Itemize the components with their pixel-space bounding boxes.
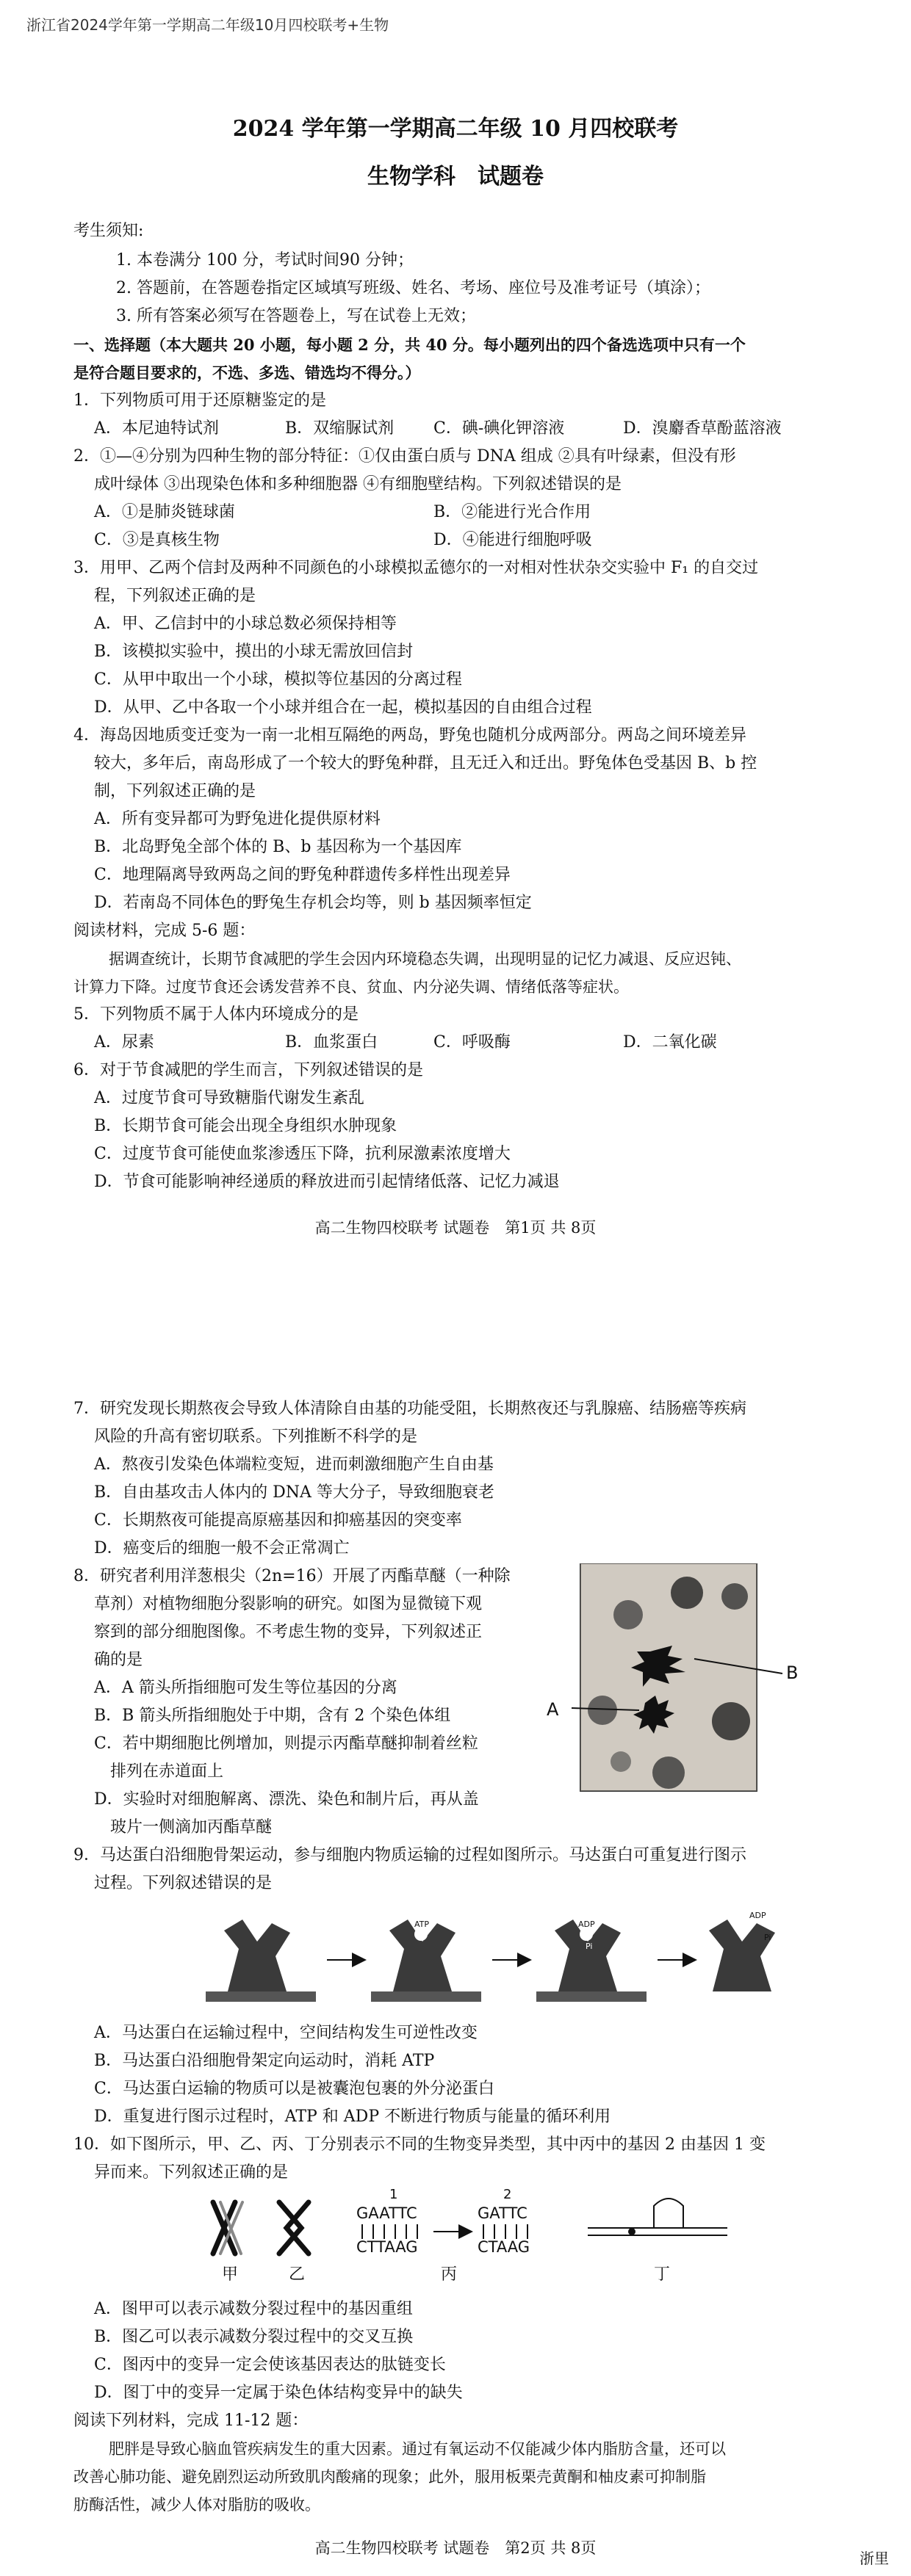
base-pair-lines (362, 2224, 417, 2239)
reading-paragraph: 据调查统计，长期节食减肥的学生会因内环境稳态失调，出现明显的记忆力减退、反应迟钝、 (109, 950, 741, 968)
q3-option-d: D．从甲、乙中各取一个小球并组合在一起，模拟基因的自由组合过程 (94, 698, 592, 717)
q2-option-b: B．②能进行光合作用 (433, 503, 591, 521)
q4-option-a: A．所有变异都可为野兔进化提供原材料 (94, 810, 381, 828)
figure-label-yi: 乙 (289, 2265, 306, 2284)
q7-stem-cont: 风险的升高有密切联系。下列推断不科学的是 (94, 1428, 418, 1446)
figure-label-jia: 甲 (222, 2265, 239, 2284)
q8-stem-cont: 草剂）对植物细胞分裂影响的研究。如图为显微镜下观 (94, 1595, 483, 1613)
q2-option-d: D．④能进行细胞呼吸 (433, 531, 592, 549)
q8-option-b: B．B 箭头所指细胞处于中期，含有 2 个染色体组 (94, 1707, 451, 1725)
q1-option-c: C．碘-碘化钾溶液 (433, 419, 565, 438)
q9-option-a: A．马达蛋白在运输过程中，空间结构发生可逆性改变 (94, 2024, 478, 2042)
q9-stem: 9．马达蛋白沿细胞骨架运动，参与细胞内物质运输的过程如图所示。马达蛋白可重复进行图示 (73, 1846, 747, 1864)
q1-option-d: D．溴麝香草酚蓝溶液 (623, 419, 782, 438)
q9-stem-cont: 过程。下列叙述错误的是 (94, 1874, 273, 1892)
q8-stem: 8．研究者利用洋葱根尖（2n=16）开展了丙酯草醚（一种除 (73, 1567, 511, 1585)
q10-option-d: D．图丁中的变异一定属于染色体结构变异中的缺失 (94, 2384, 463, 2402)
reading-paragraph: 改善心肺功能、避免剧烈运动所致肌肉酸痛的现象；此外，服用板栗壳黄酮和柚皮素可抑制脂 (73, 2468, 706, 2486)
q6-option-d: D．节食可能影响神经递质的释放进而引起情绪低落、记忆力减退 (94, 1173, 560, 1191)
q9-option-b: B．马达蛋白沿细胞骨架定向运动时，消耗 ATP (94, 2052, 435, 2070)
cytoskeleton-track (206, 1991, 316, 2002)
page-footer: 高二生物四校联考 试题卷 第1页 共 8页 (314, 1219, 597, 1237)
exam-title: 2024 学年第一学期高二年级 10 月四校联考 (232, 116, 679, 142)
q7-stem: 7．研究发现长期熬夜会导致人体清除自由基的功能受阻，长期熬夜还与乳腺癌、结肠癌等疾病 (73, 1400, 747, 1418)
q8-option-d: D．实验时对细胞解离、漂洗、染色和制片后，再从盖 (94, 1790, 479, 1809)
document-header: 浙江省2024学年第一学期高二年级10月四校联考+生物 (26, 16, 389, 34)
nucleus-cell (652, 1756, 685, 1789)
reading-intro: 阅读下列材料，完成 11-12 题： (73, 2412, 309, 2430)
q3-option-a: A．甲、乙信封中的小球总数必须保持相等 (94, 615, 397, 633)
q7-option-a: A．熬夜引发染色体端粒变短，进而刺激细胞产生自由基 (94, 1455, 494, 1474)
q2-stem: 2．①—④分别为四种生物的部分特征：①仅由蛋白质与 DNA 组成 ②具有叶绿素，但没有形 (73, 447, 736, 466)
nucleus-cell (712, 1702, 750, 1740)
q5-option-a: A．尿素 (94, 1033, 154, 1052)
page-footer: 高二生物四校联考 试题卷 第2页 共 8页 (314, 2539, 597, 2557)
variation-figure (191, 2188, 749, 2290)
base-pair-lines (483, 2224, 527, 2239)
gene-number-1: 1 (389, 2188, 398, 2202)
notice-item: 1. 本卷满分 100 分，考试时间90 分钟； (116, 251, 414, 269)
adp-site (580, 1928, 593, 1941)
nucleus-cell (721, 1583, 748, 1610)
q5-stem: 5．下列物质不属于人体内环境成分的是 (73, 1005, 359, 1024)
q2-option-c: C．③是真核生物 (94, 531, 220, 549)
nucleus-cell (588, 1696, 617, 1725)
atp-site (414, 1928, 428, 1941)
nucleus-cell (611, 1751, 631, 1772)
q8-option-c: C．若中期细胞比例增加，则提示丙酯草醚抑制着丝粒 (94, 1734, 478, 1753)
q10-option-a: A．图甲可以表示减数分裂过程中的基因重组 (94, 2300, 413, 2318)
motor-protein-shape (709, 1920, 775, 1991)
q8-stem-cont: 确的是 (94, 1651, 143, 1669)
q6-option-c: C．过度节食可能使血浆渗透压下降，抗利尿激素浓度增大 (94, 1145, 511, 1163)
section-heading-line1: 一、选择题（本大题共 20 小题，每小题 2 分，共 40 分。每小题列出的四个备选选项中只有一个 (73, 336, 746, 354)
dna-seq-top-1: GAATTC (356, 2204, 417, 2222)
q9-option-d: D．重复进行图示过程时，ATP 和 ADP 不断进行物质与能量的循环利用 (94, 2108, 611, 2126)
cytoskeleton-track (536, 1991, 647, 2002)
figure-label-bing: 丙 (441, 2265, 458, 2284)
dna-seq-bottom-1: CTTAAG (356, 2238, 418, 2256)
micrograph-figure (558, 1563, 808, 1798)
nucleus-cell (613, 1600, 643, 1629)
q4-option-b: B．北岛野兔全部个体的 B、b 基因称为一个基因库 (94, 838, 462, 856)
dna-seq-bottom-2: CTAAG (478, 2238, 530, 2256)
figure-label-a: A (547, 1699, 559, 1720)
q6-option-b: B．长期节食可能会出现全身组织水肿现象 (94, 1117, 397, 1135)
notice-heading: 考生须知: (73, 222, 144, 240)
q4-option-d: D．若南岛不同体色的野兔生存机会均等，则 b 基因频率恒定 (94, 894, 532, 912)
q10-option-c: C．图丙中的变异一定会使该基因表达的肽链变长 (94, 2356, 446, 2374)
section-heading-line2: 是符合题目要求的，不选、多选、错选均不得分。） (73, 363, 421, 382)
q7-option-b: B．自由基攻击人体内的 DNA 等大分子，导致细胞衰老 (94, 1483, 494, 1502)
reading-intro: 阅读材料，完成 5-6 题： (73, 922, 256, 940)
q1-option-a: A．本尼迪特试剂 (94, 419, 219, 438)
figure-label-pi: Pi (586, 1942, 593, 1951)
figure-label-adp: ADP (578, 1920, 595, 1929)
q3-stem-cont: 程，下列叙述正确的是 (94, 587, 256, 605)
q8-stem-cont: 察到的部分细胞图像。不考虑生物的变异，下列叙述正 (94, 1623, 483, 1641)
figure-label-adp: ADP (749, 1911, 766, 1920)
q8-option-d-cont: 玻片一侧滴加丙酯草醚 (110, 1818, 273, 1837)
figure-label-pi: Pi (764, 1933, 771, 1942)
chromosome-yi (279, 2202, 309, 2254)
gene-number-2: 2 (503, 2188, 512, 2202)
q7-option-c: C．长期熬夜可能提高原癌基因和抑癌基因的突变率 (94, 1511, 462, 1530)
q4-stem-cont: 制，下列叙述正确的是 (94, 782, 256, 800)
q8-option-a: A．A 箭头所指细胞可发生等位基因的分离 (94, 1679, 397, 1697)
q6-option-a: A．过度节食可导致糖脂代谢发生紊乱 (94, 1089, 364, 1107)
notice-item: 2. 答题前，在答题卷指定区域填写班级、姓名、考场、座位号及准考证号（填涂）； (116, 279, 710, 297)
reading-paragraph: 肪酶活性，减少人体对脂肪的吸收。 (73, 2496, 320, 2514)
q4-stem: 4．海岛因地质变迁变为一南一北相互隔绝的两岛，野兔也随机分成两部分。两岛之间环境差异 (73, 726, 747, 745)
q4-stem-cont: 较大，多年后，南岛形成了一个较大的野兔种群，且无迁入和迁出。野兔体色受基因 B、b 控 (94, 754, 757, 773)
nucleus-cell (671, 1577, 703, 1609)
notice-item: 3. 所有答案必须写在答题卷上，写在试卷上无效； (116, 307, 476, 325)
motor-protein-shape (224, 1920, 290, 1991)
q3-option-c: C．从甲中取出一个小球，模拟等位基因的分离过程 (94, 670, 462, 689)
q10-stem: 10．如下图所示，甲、乙、丙、丁分别表示不同的生物变异类型，其中丙中的基因 2 由基因 1 变 (73, 2135, 766, 2154)
reading-paragraph: 肥胖是导致心脑血管疾病发生的重大因素。通过有氧运动不仅能减少体内脂肪含量，还可以 (109, 2440, 726, 2458)
q8-option-c-cont: 排列在赤道面上 (110, 1762, 224, 1781)
motor-protein-figure (198, 1905, 786, 2015)
exam-subtitle: 生物学科 试题卷 (367, 164, 544, 189)
q5-option-b: B．血浆蛋白 (285, 1033, 378, 1052)
dna-seq-top-2: GATTC (478, 2204, 527, 2222)
q3-option-b: B．该模拟实验中，摸出的小球无需放回信封 (94, 643, 414, 661)
q3-stem: 3．用甲、乙两个信封及两种不同颜色的小球模拟孟德尔的一对相对性状杂交实验中 F₁ 的自交过 (73, 559, 759, 577)
corner-mark: 浙里 (860, 2550, 889, 2567)
q2-option-a: A．①是肺炎链球菌 (94, 503, 235, 521)
reading-paragraph: 计算力下降。过度节食还会诱发营养不良、贫血、内分泌失调、情绪低落等症状。 (73, 978, 629, 996)
figure-label-b: B (786, 1663, 799, 1683)
chromosome-ding (588, 2199, 727, 2235)
q1-stem: 1．下列物质可用于还原糖鉴定的是 (73, 391, 326, 410)
figure-label-ding: 丁 (654, 2265, 671, 2284)
q10-stem-cont: 异而来。下列叙述正确的是 (94, 2163, 289, 2182)
q5-option-d: D．二氧化碳 (623, 1033, 717, 1052)
q7-option-d: D．癌变后的细胞一般不会正常凋亡 (94, 1539, 350, 1557)
q9-option-c: C．马达蛋白运输的物质可以是被囊泡包裹的外分泌蛋白 (94, 2080, 494, 2098)
chromosome-jia (213, 2202, 242, 2254)
q2-stem-cont: 成叶绿体 ③出现染色体和多种细胞器 ④有细胞壁结构。下列叙述错误的是 (94, 475, 622, 493)
q5-option-c: C．呼吸酶 (433, 1033, 511, 1052)
q10-option-b: B．图乙可以表示减数分裂过程中的交叉互换 (94, 2328, 414, 2346)
page-2 (0, 1288, 911, 2576)
q1-option-b: B．双缩脲试剂 (285, 419, 395, 438)
q4-option-c: C．地理隔离导致两岛之间的野兔种群遗传多样性出现差异 (94, 866, 511, 884)
cytoskeleton-track (371, 1991, 481, 2002)
figure-label-atp: ATP (414, 1920, 430, 1929)
q6-stem: 6．对于节食减肥的学生而言，下列叙述错误的是 (73, 1061, 423, 1079)
